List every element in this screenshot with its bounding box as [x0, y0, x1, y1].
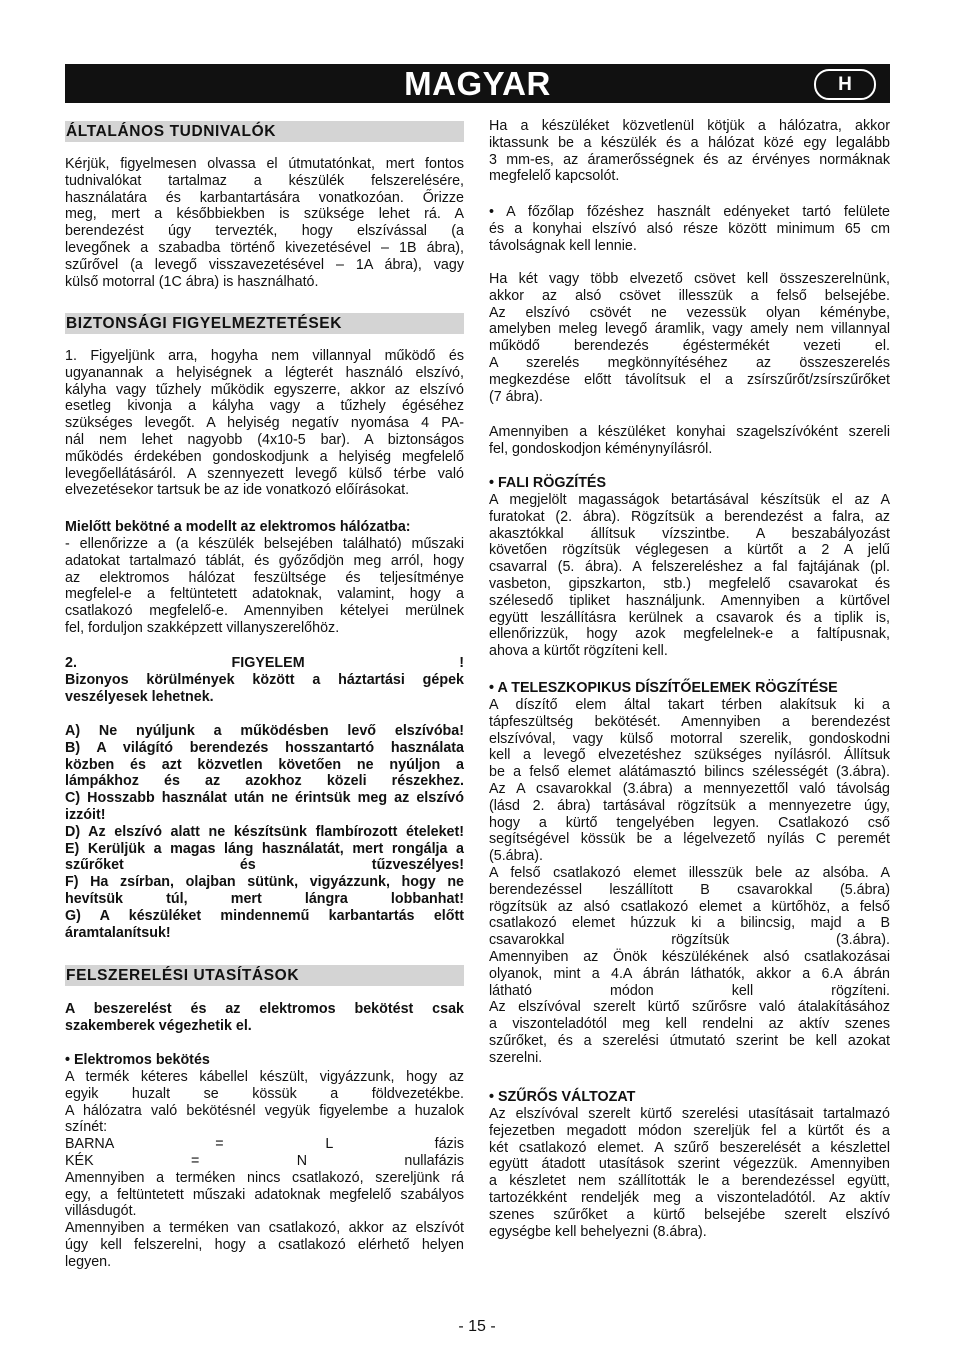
paragraph-general [65, 156, 464, 290]
text-line: (7 ábra). [489, 388, 544, 405]
text-line: szükséges levegőt. A helyiség negatív nyomása 4 PA- [65, 415, 464, 432]
text-line: 3 mm-es, az áramerősségnek és az érvényes normáknak [489, 151, 890, 168]
text-line: A díszítő elem által takart térben alakítsuk ki a [489, 697, 890, 713]
text-line: és a konyhai elszívó alsó része között minimum 65 cm [489, 220, 890, 237]
text-line: csatlakozó megfelelő-e. Amennyiben kételyei merülnek [65, 603, 464, 620]
text-line: Az elszívóval szerelt kürtő szűrősre való átalakításához [489, 999, 890, 1016]
text-line: Bizonyos körülmények között a háztartási gépek [65, 671, 464, 688]
text-line: látható módon kell rögzíteni. [489, 982, 890, 999]
text-line: Amennyiben a terméken nincs csatlakozó, szereljünk rá [65, 1169, 464, 1186]
text-line: legyen. [65, 1253, 112, 1270]
text-line: D) Az elszívó alatt ne készítsünk flambírozott ételeket! [65, 823, 464, 840]
text-line: A termék kéteres kábellel készült, vigyázzunk, hogy az [65, 1069, 464, 1085]
text-line: Az elszívó csövét ne vezessük olyan kéménybe, [489, 304, 890, 321]
text-line: tartozékként rendeljék meg a viszonteladótól. Az aktív [489, 1189, 890, 1206]
paragraph-filter-title: • SZŰRŐS VÁLTOZAT [489, 1089, 636, 1105]
text-line: A megjelölt magasságok betartásával készítsük el az A [489, 492, 890, 508]
paragraph-warning-list [65, 723, 464, 941]
text-line: együtt leszállításra kerülnek a csavarok és a tiplik is, [489, 609, 890, 626]
text-line: villásdugót. [65, 1203, 137, 1220]
paragraph-switch [489, 118, 890, 185]
text-line: Ha két vagy több elvezető csövet kell összeszerelnünk, [489, 271, 890, 287]
text-line: B) A világító berendezés hosszantartó használata [65, 739, 464, 756]
text-line: • A főzőlap főzéshez használt edényeket tartó felülete [489, 204, 890, 220]
text-line: hogy a kürtő tengelyében legyen. Csatlakozó cső [489, 814, 890, 831]
paragraph-chimney [489, 424, 890, 458]
text-line: megkezdése előtt távolítsuk el a zsírszűrőt/zsírszűrőket [489, 371, 890, 388]
text-line: színét: [65, 1119, 108, 1136]
text-line: A) Ne nyúljunk a működésben levő elszívóba! [65, 723, 464, 739]
text-line: veszélyesek lehetnek. [65, 688, 214, 705]
text-line: iktassunk be a készülék és a hálózat közé egy legalább [489, 134, 890, 151]
text-line: fejezetben megadott módon szereljük fel a kürtőt és a [489, 1122, 890, 1139]
text-line: szélesedő tipliket használjunk. Amennyiben a kürtővel [489, 592, 890, 609]
text-line: vasbeton, gipszkarton, stb.) megfelelő csavarokat és [489, 575, 890, 592]
text-line: 2. FIGYELEM ! [65, 655, 464, 671]
paragraph-telescopic-title: • A TELESZKOPIKUS DÍSZÍTŐELEMEK RÖGZÍTÉSE [489, 680, 838, 696]
text-line: G) A készüléket mindennemű karbantartás előtt [65, 907, 464, 924]
text-line: levegőnek a szabadba történő kivezetésével – 1B ábra), [65, 239, 464, 256]
paragraph-electrical [65, 1069, 464, 1271]
text-line: (5.ábra). [489, 848, 544, 865]
text-line: lámpákhoz és az azokhoz közeli részekhez. [65, 773, 464, 790]
text-line: 1. Figyeljünk arra, hogyha nem villannyal működő és [65, 348, 464, 364]
text-line: Ha a készüléket közvetlenül kötjük a hálózatra, akkor [489, 118, 890, 134]
text-line: Kérjük, figyelmesen olvassa el útmutatónkat, mert fontos [65, 156, 464, 172]
header-bar [65, 64, 890, 103]
paragraph-distance [489, 204, 890, 254]
text-line: nál nem lehet nagyobb (4x10-5 bar). A biztonságos [65, 431, 464, 448]
text-line: Amennyiben a készüléket konyhai szagelszívóként szereli [489, 424, 890, 440]
text-line: a készletet nem szállították le a berendezéssel együtt, [489, 1173, 890, 1190]
paragraph-filter [489, 1106, 890, 1240]
text-line: Az elszívóval szerelt kürtő szerelési utasításait tartalmazó [489, 1106, 890, 1122]
text-line: meg, mert a későbbiekben is szüksége lehet rá. A [65, 206, 464, 223]
text-line: (lásd 2. ábra) tartásával rögzítsük a mennyezetre úgy, [489, 797, 890, 814]
text-line: fel, gondoskodjon kéménynyílásról. [489, 440, 713, 457]
text-line: működés érdekében gondoskodjunk a helyiség megfelelő [65, 448, 464, 465]
text-line: Amennyiben a terméken van csatlakozó, akkor az elszívót [65, 1220, 464, 1237]
text-line: az elektromos hálózat feszültsége és teljesítménye [65, 569, 464, 586]
paragraph-safety-1 [65, 348, 464, 499]
paragraph-wall-fixing-title: • FALI RÖGZÍTÉS [489, 475, 606, 491]
text-line: tápfeszültség bekötését. Amennyiben a berendezést [489, 713, 890, 730]
text-line: távolságnak kell lennie. [489, 237, 637, 254]
text-line: elszívóval, vagy külső motorral szerelik, gondoskodni [489, 730, 890, 747]
paragraph-wall-fixing [489, 492, 890, 660]
text-line: C) Hosszabb használat után ne érintsük meg az elszívó [65, 790, 464, 807]
text-line: kell a levegő elvezetéshez szükséges nyílásról. Állítsuk [489, 747, 890, 764]
text-line: úgy kell felszerelni, hogy a csatlakozó elérhető helyen [65, 1236, 464, 1253]
text-line: A beszerelést és az elektromos bekötést csak [65, 1001, 464, 1017]
text-line: használatára és karbantartására vonatkozóan. Őrizze [65, 189, 464, 206]
text-line: A felső csatlakozó elemet illesszük bele az alsóba. A [489, 864, 890, 881]
paragraph-safety-2-title: Mielőtt bekötné a modellt az elektromos hálózatba: [65, 519, 411, 535]
text-line: a viszonteladótól meg kell rendelni az aktív szenes [489, 1016, 890, 1033]
text-line: kályha vagy tűzhely működik egyszerre, akkor az elszívó [65, 381, 464, 398]
text-line: tudnivalókat tartalmaz a készülék felszerelésére, [65, 172, 464, 189]
text-line: egységbe kell behelyezni (8.ábra). [489, 1223, 707, 1240]
paragraph-ducts [489, 271, 890, 405]
text-line: együtt átadott utasítások szerint végezzük. Amennyiben [489, 1156, 890, 1173]
text-line: hevítsük túl, mert lángra lobbanhat! [65, 890, 464, 907]
text-line: E) Kerüljük a magas láng használatát, mert rongálja a [65, 840, 464, 857]
text-line: segítségével kössük be a légelvezető nyílás C peremét [489, 831, 890, 848]
text-line: szenes szűrőket a kürtő belsejébe szerelt elszívó [489, 1206, 890, 1223]
text-line: esetleg kivonja a kályha vagy a tűzhely égéséhez [65, 398, 464, 415]
text-line: adatokat tartalmazó táblát, és győződjön meg arról, hogy [65, 552, 464, 569]
text-line: rögzítsük az alsó csatlakozó elemet a kürtőhöz, a felső [489, 898, 890, 915]
text-line: izzóit! [65, 806, 106, 823]
text-line: működő berendezés égéstermékét vezeti el. [489, 338, 890, 355]
text-line: levegőellátásáról. A szennyezett levegő külső térbe való [65, 465, 464, 482]
text-line: csavarral (5. ábra). A felszereléshez a fal fajtájának (pl. [489, 559, 890, 576]
text-line: A szerelés megkönnyítéséhez az összeszerelés [489, 354, 890, 371]
text-line: külső motorral (1C ábra) is használható. [65, 273, 319, 290]
text-line: szerelni. [489, 1049, 543, 1066]
paragraph-warning [65, 655, 464, 705]
section-heading-safety: BIZTONSÁGI FIGYELMEZTETÉSEK [65, 313, 464, 334]
text-line: csavarokkal rögzítsük (3.ábra). [489, 932, 890, 949]
section-heading-installation: FELSZERELÉSI UTASÍTÁSOK [65, 965, 464, 986]
text-line: ellenőrizzük, hogy azok megfelelnek-e a faltípusnak, [489, 626, 890, 643]
text-line: BARNA = L fázis [65, 1136, 464, 1153]
text-line: ugyanannak a helyiségnek a légterét használó elszívó, [65, 364, 464, 381]
text-line: megfelelő kapcsolót. [489, 168, 620, 185]
text-line: csatlakozó elemet húzzuk ki a bilincsig, majd a B [489, 915, 890, 932]
page-number: - 15 - [458, 1318, 496, 1335]
text-line: berendezéssel leszállított B csavarokkal (5.ábra) [489, 881, 890, 898]
text-line: A hálózatra való bekötésnél vegyük figyelembe a huzalok [65, 1102, 464, 1119]
text-line: Amennyiben az Önök készülékének alsó csatlakozásai [489, 948, 890, 965]
page-title: MAGYAR [404, 65, 551, 102]
paragraph-telescopic [489, 697, 890, 1067]
text-line: két csatlakozó elemet. A szűrő beszerelését a készlettel [489, 1139, 890, 1156]
text-line: F) Ha zsírban, olajban sütünk, vigyázzunk, hogy ne [65, 874, 464, 891]
text-line: egyik huzalt se kössük a földvezetékbe. [65, 1085, 464, 1102]
text-line: furatokat (2. ábra). Rögzítsük a berendezést a falra, az [489, 508, 890, 525]
text-line: szűrőket, és a szerelési útmutató szerint be kell azokat [489, 1032, 890, 1049]
text-line: fel, forduljon szakképzett villanyszerelőhöz. [65, 619, 340, 636]
text-line: be a felső elemet alátámasztó bilincs szélességét (3.ábra). [489, 764, 890, 781]
text-line: szűrőket és tűzveszélyes! [65, 857, 464, 874]
section-heading-general: ÁLTALÁNOS TUDNIVALÓK [65, 121, 464, 142]
text-line: szűrővel (a levegő visszavezetésével – 1A ábra), vagy [65, 256, 464, 273]
language-badge: H [814, 69, 876, 100]
paragraph-installation-1 [65, 1001, 464, 1035]
text-line: KÉK = N nullafázis [65, 1152, 464, 1169]
text-line: szakemberek végezhetik el. [65, 1017, 252, 1034]
text-line: közben és azt közvetlen követően ne nyúljon a [65, 756, 464, 773]
text-line: áramtalanítsuk! [65, 924, 171, 941]
text-line: megfelel-e a feltüntetett adatoknak, valamint, hogy a [65, 586, 464, 603]
text-line: olyanok, mint a 4.A ábrán láthatók, akkor a 6.A ábrán [489, 965, 890, 982]
text-line: ahova a kürtőt rögzíteni kell. [489, 643, 668, 660]
text-line: amelyben meleg levegő áramlik, vagy amely nem villannyal [489, 321, 890, 338]
text-line: egy, a feltüntetett műszaki adatoknak megfelelő szabályos [65, 1186, 464, 1203]
text-line: akkor az alsó csövet illesszük a felső belsejébe. [489, 287, 890, 304]
text-line: Az A csavarokkal (3.ábra) a mennyezettől való távolság [489, 780, 890, 797]
text-line: - ellenőrizze a (a készülék belsejében található) műszaki [65, 536, 464, 552]
text-line: követően rögzítsük véglegesen a kürtőt a 2 A jelű [489, 542, 890, 559]
text-line: akasztókkal állítsuk vízszintbe. A beszabályozást [489, 525, 890, 542]
text-line: berendezést úgy tervezték, hogy elszívással (a [65, 223, 464, 240]
text-line: elvezetésekor tartsuk be az ide vonatkozó előírásokat. [65, 482, 410, 499]
paragraph-electrical-title: • Elektromos bekötés [65, 1052, 210, 1068]
paragraph-safety-2 [65, 536, 464, 637]
